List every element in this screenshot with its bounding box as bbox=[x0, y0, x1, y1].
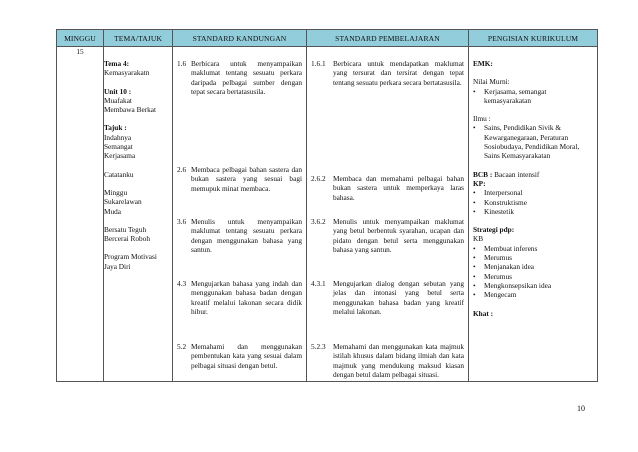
program-line-2: Jaya Diri bbox=[104, 261, 131, 271]
kandungan-item bbox=[177, 165, 302, 193]
pembelajaran-num: 3.6.2 bbox=[311, 217, 326, 226]
khat-title: Khat : bbox=[473, 308, 494, 318]
kandungan-text: Memahami dan menggunakan pembentukan kata yang sesuai dalam pelbagai situasi dengan betul. bbox=[191, 342, 302, 370]
list-item bbox=[473, 207, 594, 216]
strategi-list bbox=[473, 244, 594, 300]
emk-title: EMK: bbox=[473, 59, 493, 68]
tajuk-label: Tajuk : bbox=[104, 123, 127, 133]
kandungan-num: 2.6 bbox=[177, 165, 187, 174]
strategi-title: Strategi pdp: bbox=[473, 225, 515, 235]
minggu-line-2: Sukarelawan bbox=[104, 197, 142, 207]
pembelajaran-item bbox=[311, 217, 464, 254]
pembelajaran-num: 1.6.1 bbox=[311, 59, 326, 68]
ilmu-item: Sains, Pendidikan Sivik & Kewarganegaraan, Peraturan Sosiobudaya, Pendidikan Moral, Sains Kemasyarakatan bbox=[484, 123, 580, 161]
kandungan-text: Membaca pelbagai bahan sastera dan bukan sastera yang sesuai bagi memupuk minat membaca. bbox=[191, 165, 302, 193]
kandungan-num: 3.6 bbox=[177, 217, 187, 226]
pembelajaran-item bbox=[311, 59, 464, 87]
pembelajaran-num: 4.3.1 bbox=[311, 279, 326, 288]
tema-label: Tema 4: bbox=[104, 59, 130, 68]
strategi-item: Membuat inferens bbox=[484, 243, 538, 253]
minggu-line-1: Minggu bbox=[104, 187, 128, 197]
bullet-icon: • bbox=[473, 206, 476, 216]
bullet-icon: • bbox=[473, 271, 476, 281]
kandungan-text: Berbicara untuk menyampaikan maklumat tentang sesuatu perkara daripada pelbagai sumber dengan tepat secara bertatasusila. bbox=[191, 59, 302, 96]
kandungan-item bbox=[177, 217, 302, 254]
kandungan-item bbox=[177, 342, 302, 370]
strategi-item: Mengecam bbox=[484, 290, 517, 300]
kp-item: Kinestetik bbox=[484, 206, 514, 216]
strategi-item: Merumus bbox=[484, 271, 512, 281]
kandungan-item bbox=[177, 59, 302, 96]
bullet-icon: • bbox=[473, 188, 476, 198]
kandungan-text: Mengujarkan bahasa yang indah dan menggunakan bahasa badan dengan kreatif melalui lakonan secara didik hibur. bbox=[191, 279, 302, 316]
tema-cell bbox=[104, 47, 173, 382]
kandungan-item bbox=[177, 279, 302, 316]
page-number: 10 bbox=[577, 404, 585, 413]
pembelajaran-text: Menulis untuk menyampaikan maklumat yang betul berbentuk syarahan, ucapan dan pidato dengan betul serta menggunakan bahasa yang santun. bbox=[333, 217, 464, 254]
list-item bbox=[473, 198, 594, 207]
nilai-item: Kerjasama, semangat kemasyarakatan bbox=[484, 86, 547, 105]
nilai-label: Nilai Murni: bbox=[473, 77, 510, 87]
kandungan-cell bbox=[173, 47, 307, 382]
ilmu-list bbox=[473, 123, 594, 160]
bullet-icon: • bbox=[473, 123, 476, 133]
minggu-line-3: Muda bbox=[104, 206, 122, 216]
bcb-label: BCB : bbox=[473, 169, 493, 179]
bcb-line bbox=[473, 170, 594, 179]
list-item bbox=[473, 281, 594, 290]
header-pengisian-kurikulum: PENGISIAN KURIKULUM bbox=[469, 30, 598, 47]
list-item bbox=[473, 123, 594, 160]
lesson-plan-table bbox=[56, 29, 598, 382]
bcb-text: Bacaan intensif bbox=[494, 169, 540, 179]
content-row bbox=[57, 47, 598, 382]
unit-line-2: Membawa Berkat bbox=[104, 105, 157, 115]
tajuk-line-2: Semangat bbox=[104, 142, 133, 152]
list-item bbox=[473, 87, 594, 106]
bullet-icon: • bbox=[473, 86, 476, 96]
pembelajaran-text: Mengujarkan dialog dengan sebutan yang jelas dan intonasi yang betul serta menggunakan bahasa badan yang kreatif melalui lakonan. bbox=[333, 279, 464, 316]
list-item bbox=[473, 253, 594, 262]
pembelajaran-text: Membaca dan memahami pelbagai bahan bukan sastera untuk memperkaya laras bahasa. bbox=[333, 174, 464, 202]
unit-line-1: Muafakat bbox=[104, 95, 132, 105]
header-row bbox=[57, 30, 598, 47]
kandungan-num: 4.3 bbox=[177, 279, 187, 288]
strategi-item: Mengkonsepsikan idea bbox=[484, 280, 552, 290]
pembelajaran-text: Berbicara untuk mendapatkan maklumat yang tersurat dan tersirat dengan tepat tentang sesuatu perkara secara bertatasusila. bbox=[333, 59, 464, 87]
bullet-icon: • bbox=[473, 253, 476, 263]
kandungan-text: Menulis untuk menyampaikan maklumat tentang sesuatu perkara dengan menggunakan bahasa yang santun. bbox=[191, 217, 302, 254]
pembelajaran-item bbox=[311, 174, 464, 202]
header-tema-tajuk: TEMA/TAJUK bbox=[104, 30, 173, 47]
list-item bbox=[473, 244, 594, 253]
list-item bbox=[473, 290, 594, 299]
week-cell bbox=[57, 47, 104, 382]
list-item bbox=[473, 188, 594, 197]
strategi-item: Menjanakan idea bbox=[484, 262, 535, 272]
pembelajaran-text: Memahami dan menggunakan kata majmuk istilah khusus dalam bidang ilmiah dan kata majmuk yang mendukung maksud kiasan dengan betul dalam pelbagai situasi. bbox=[333, 342, 464, 379]
bersatu-line-1: Bersatu Teguh bbox=[104, 224, 147, 234]
pembelajaran-item bbox=[311, 342, 464, 379]
tajuk-line-3: Kerjasama bbox=[104, 151, 136, 161]
tajuk-line-1: Indahnya bbox=[104, 132, 132, 142]
kp-list bbox=[473, 188, 594, 216]
strategi-item: Merumus bbox=[484, 253, 512, 263]
bullet-icon: • bbox=[473, 290, 476, 300]
list-item bbox=[473, 262, 594, 271]
pembelajaran-num: 5.2.3 bbox=[311, 342, 326, 351]
header-standard-kandungan: STANDARD KANDUNGAN bbox=[173, 30, 307, 47]
catatanku: Catatanku bbox=[104, 169, 134, 179]
program-line-1: Program Motivasi bbox=[104, 252, 157, 262]
kandungan-num: 1.6 bbox=[177, 59, 187, 68]
ilmu-label: Ilmu : bbox=[473, 114, 491, 124]
list-item bbox=[473, 272, 594, 281]
kp-title: KP: bbox=[473, 178, 486, 188]
pembelajaran-item bbox=[311, 279, 464, 316]
header-standard-pembelajaran: STANDARD PEMBELAJARAN bbox=[307, 30, 469, 47]
kp-item: Interpersonal bbox=[484, 188, 523, 198]
kp-item: Konstruktisme bbox=[484, 197, 527, 207]
tema-value: Kemasyarakatn bbox=[104, 68, 150, 78]
bullet-icon: • bbox=[473, 280, 476, 290]
bullet-icon: • bbox=[473, 262, 476, 272]
unit-label: Unit 10 : bbox=[104, 86, 132, 96]
bullet-icon: • bbox=[473, 243, 476, 253]
week-number: 15 bbox=[76, 47, 84, 56]
header-minggu: MINGGU bbox=[57, 30, 104, 47]
kurikulum-cell bbox=[469, 47, 598, 382]
bersatu-line-2: Bercerai Roboh bbox=[104, 234, 150, 244]
nilai-list bbox=[473, 87, 594, 106]
strategi-sub: KB bbox=[473, 234, 484, 244]
kandungan-num: 5.2 bbox=[177, 342, 187, 351]
pembelajaran-cell bbox=[307, 47, 469, 382]
bullet-icon: • bbox=[473, 197, 476, 207]
pembelajaran-num: 2.6.2 bbox=[311, 174, 326, 183]
